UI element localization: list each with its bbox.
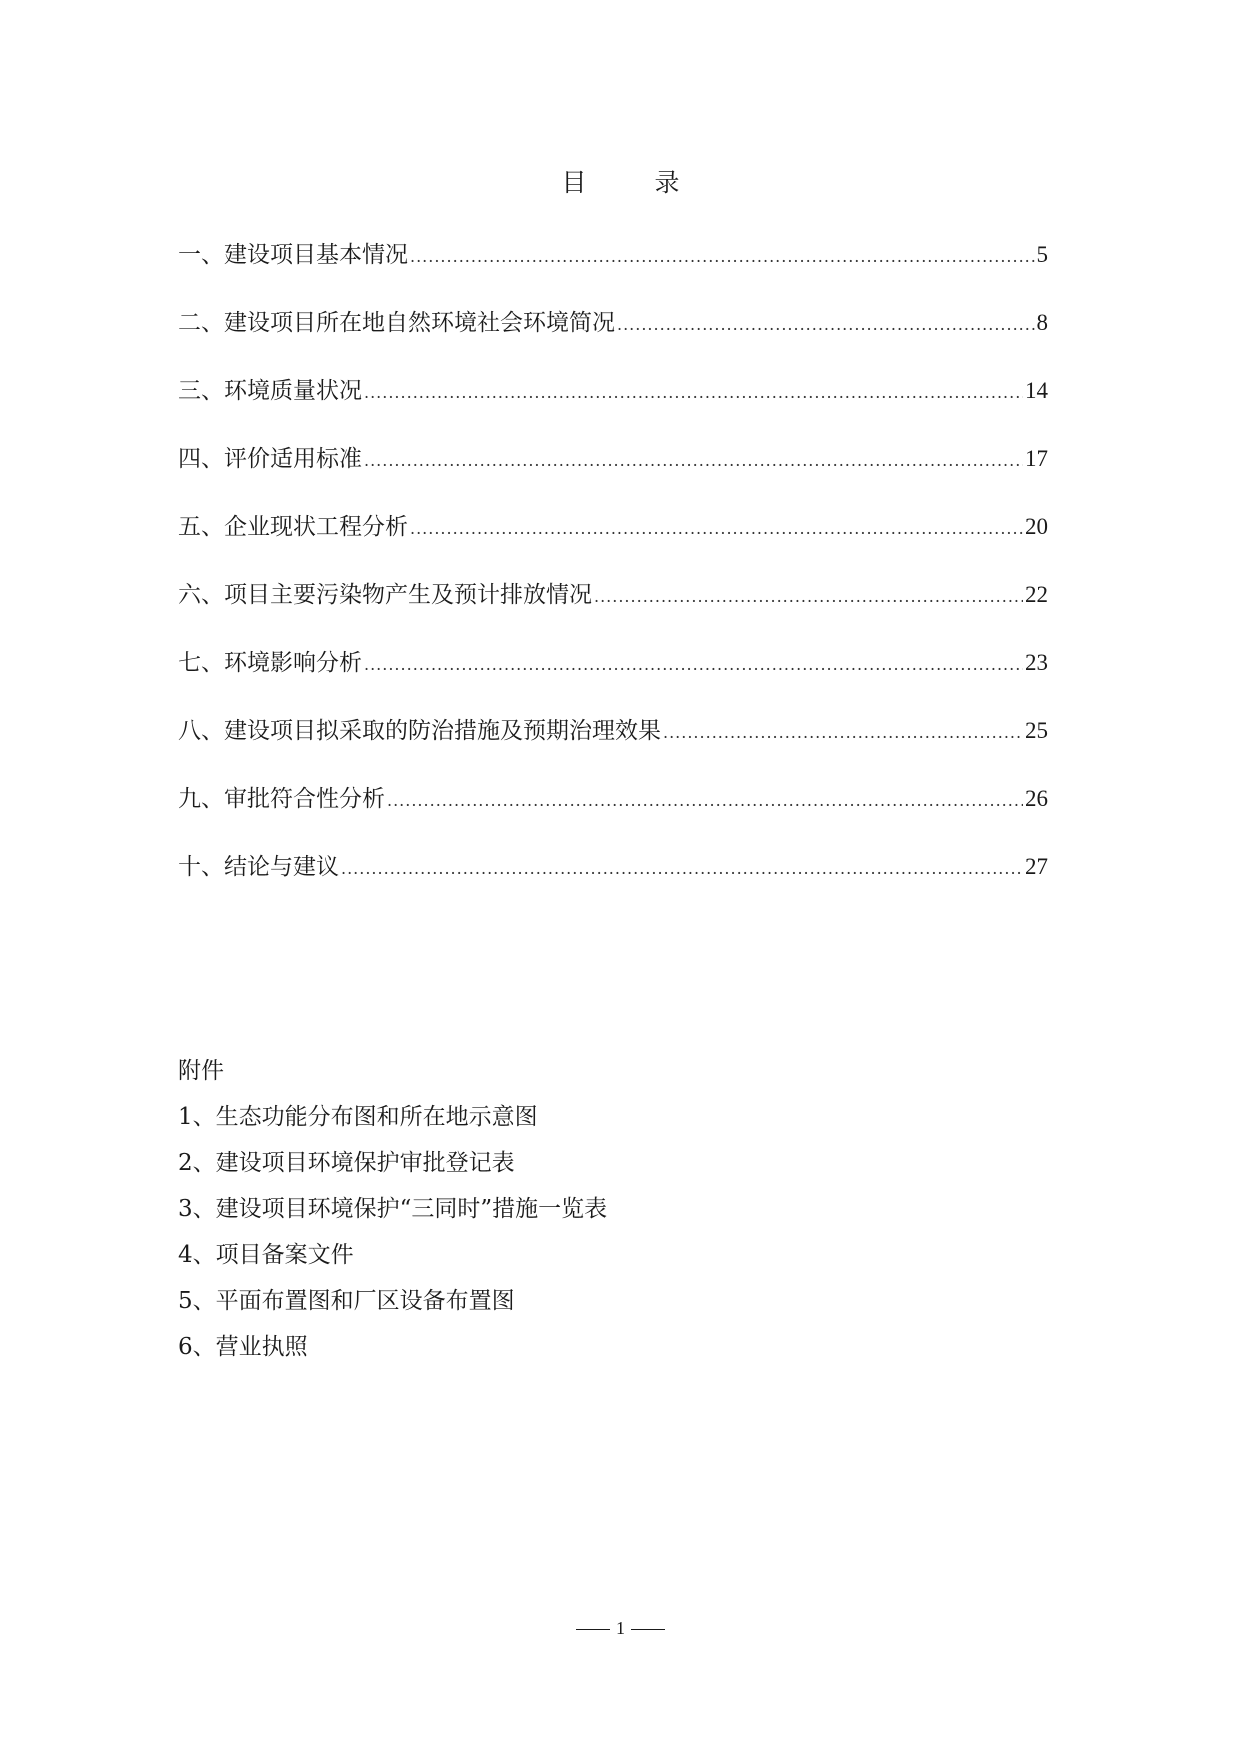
toc-entry-label: 一、建设项目基本情况 xyxy=(178,242,408,268)
toc-entry-page: 17 xyxy=(1025,446,1048,471)
toc-leader-dots xyxy=(364,655,1023,674)
toc-entry[interactable] xyxy=(178,848,1048,916)
appendix-section xyxy=(178,1048,1048,1370)
toc-entry-label: 八、建设项目拟采取的防治措施及预期治理效果 xyxy=(178,718,661,744)
appendix-item: 4、项目备案文件 xyxy=(178,1242,354,1268)
toc-leader-dots xyxy=(594,587,1023,606)
footer-dash-left xyxy=(576,1629,610,1630)
toc-entry-page: 22 xyxy=(1025,582,1048,607)
toc-leader-dots xyxy=(364,451,1023,470)
toc-entry-label: 三、环境质量状况 xyxy=(178,378,362,404)
toc-entry[interactable] xyxy=(178,508,1048,576)
toc-entry-label: 十、结论与建议 xyxy=(178,854,339,880)
toc-entry[interactable] xyxy=(178,576,1048,644)
appendix-title: 附件 xyxy=(178,1058,224,1084)
toc-entry-label: 四、评价适用标准 xyxy=(178,446,362,472)
toc-entry-page: 25 xyxy=(1025,718,1048,743)
footer-dash-right xyxy=(631,1629,665,1630)
toc-leader-dots xyxy=(341,859,1023,878)
appendix-item: 3、建设项目环境保护“三同时”措施一览表 xyxy=(178,1196,608,1222)
toc-entry-label: 二、建设项目所在地自然环境社会环境简况 xyxy=(178,310,615,336)
table-of-contents xyxy=(178,236,1048,916)
toc-entry-label: 七、环境影响分析 xyxy=(178,650,362,676)
toc-entry[interactable] xyxy=(178,440,1048,508)
toc-entry-page: 26 xyxy=(1025,786,1048,811)
toc-entry[interactable] xyxy=(178,236,1048,304)
toc-entry-page: 14 xyxy=(1025,378,1048,403)
toc-leader-dots xyxy=(617,315,1035,334)
toc-entry[interactable] xyxy=(178,304,1048,372)
page-footer xyxy=(0,1618,1241,1639)
toc-leader-dots xyxy=(364,383,1023,402)
toc-entry-label: 六、项目主要污染物产生及预计排放情况 xyxy=(178,582,592,608)
page-title: 目 录 xyxy=(561,168,710,197)
toc-leader-dots xyxy=(663,723,1023,742)
toc-entry-page: 27 xyxy=(1025,854,1048,879)
toc-entry-page: 8 xyxy=(1036,310,1048,335)
appendix-item: 1、生态功能分布图和所在地示意图 xyxy=(178,1104,538,1130)
toc-entry-label: 五、企业现状工程分析 xyxy=(178,514,408,540)
toc-entry-label: 九、审批符合性分析 xyxy=(178,786,385,812)
appendix-list xyxy=(178,1094,1048,1370)
appendix-item: 2、建设项目环境保护审批登记表 xyxy=(178,1150,515,1176)
appendix-item: 6、营业执照 xyxy=(178,1334,308,1360)
appendix-item: 5、平面布置图和厂区设备布置图 xyxy=(178,1288,515,1314)
toc-entry-page: 5 xyxy=(1036,242,1048,267)
toc-entry[interactable] xyxy=(178,372,1048,440)
toc-entry[interactable] xyxy=(178,780,1048,848)
page-number: 1 xyxy=(616,1618,625,1638)
toc-entry[interactable] xyxy=(178,644,1048,712)
toc-entry[interactable] xyxy=(178,712,1048,780)
toc-leader-dots xyxy=(387,791,1023,810)
toc-leader-dots xyxy=(410,247,1035,266)
toc-entry-page: 23 xyxy=(1025,650,1048,675)
toc-entry-page: 20 xyxy=(1025,514,1048,539)
toc-leader-dots xyxy=(410,519,1023,538)
